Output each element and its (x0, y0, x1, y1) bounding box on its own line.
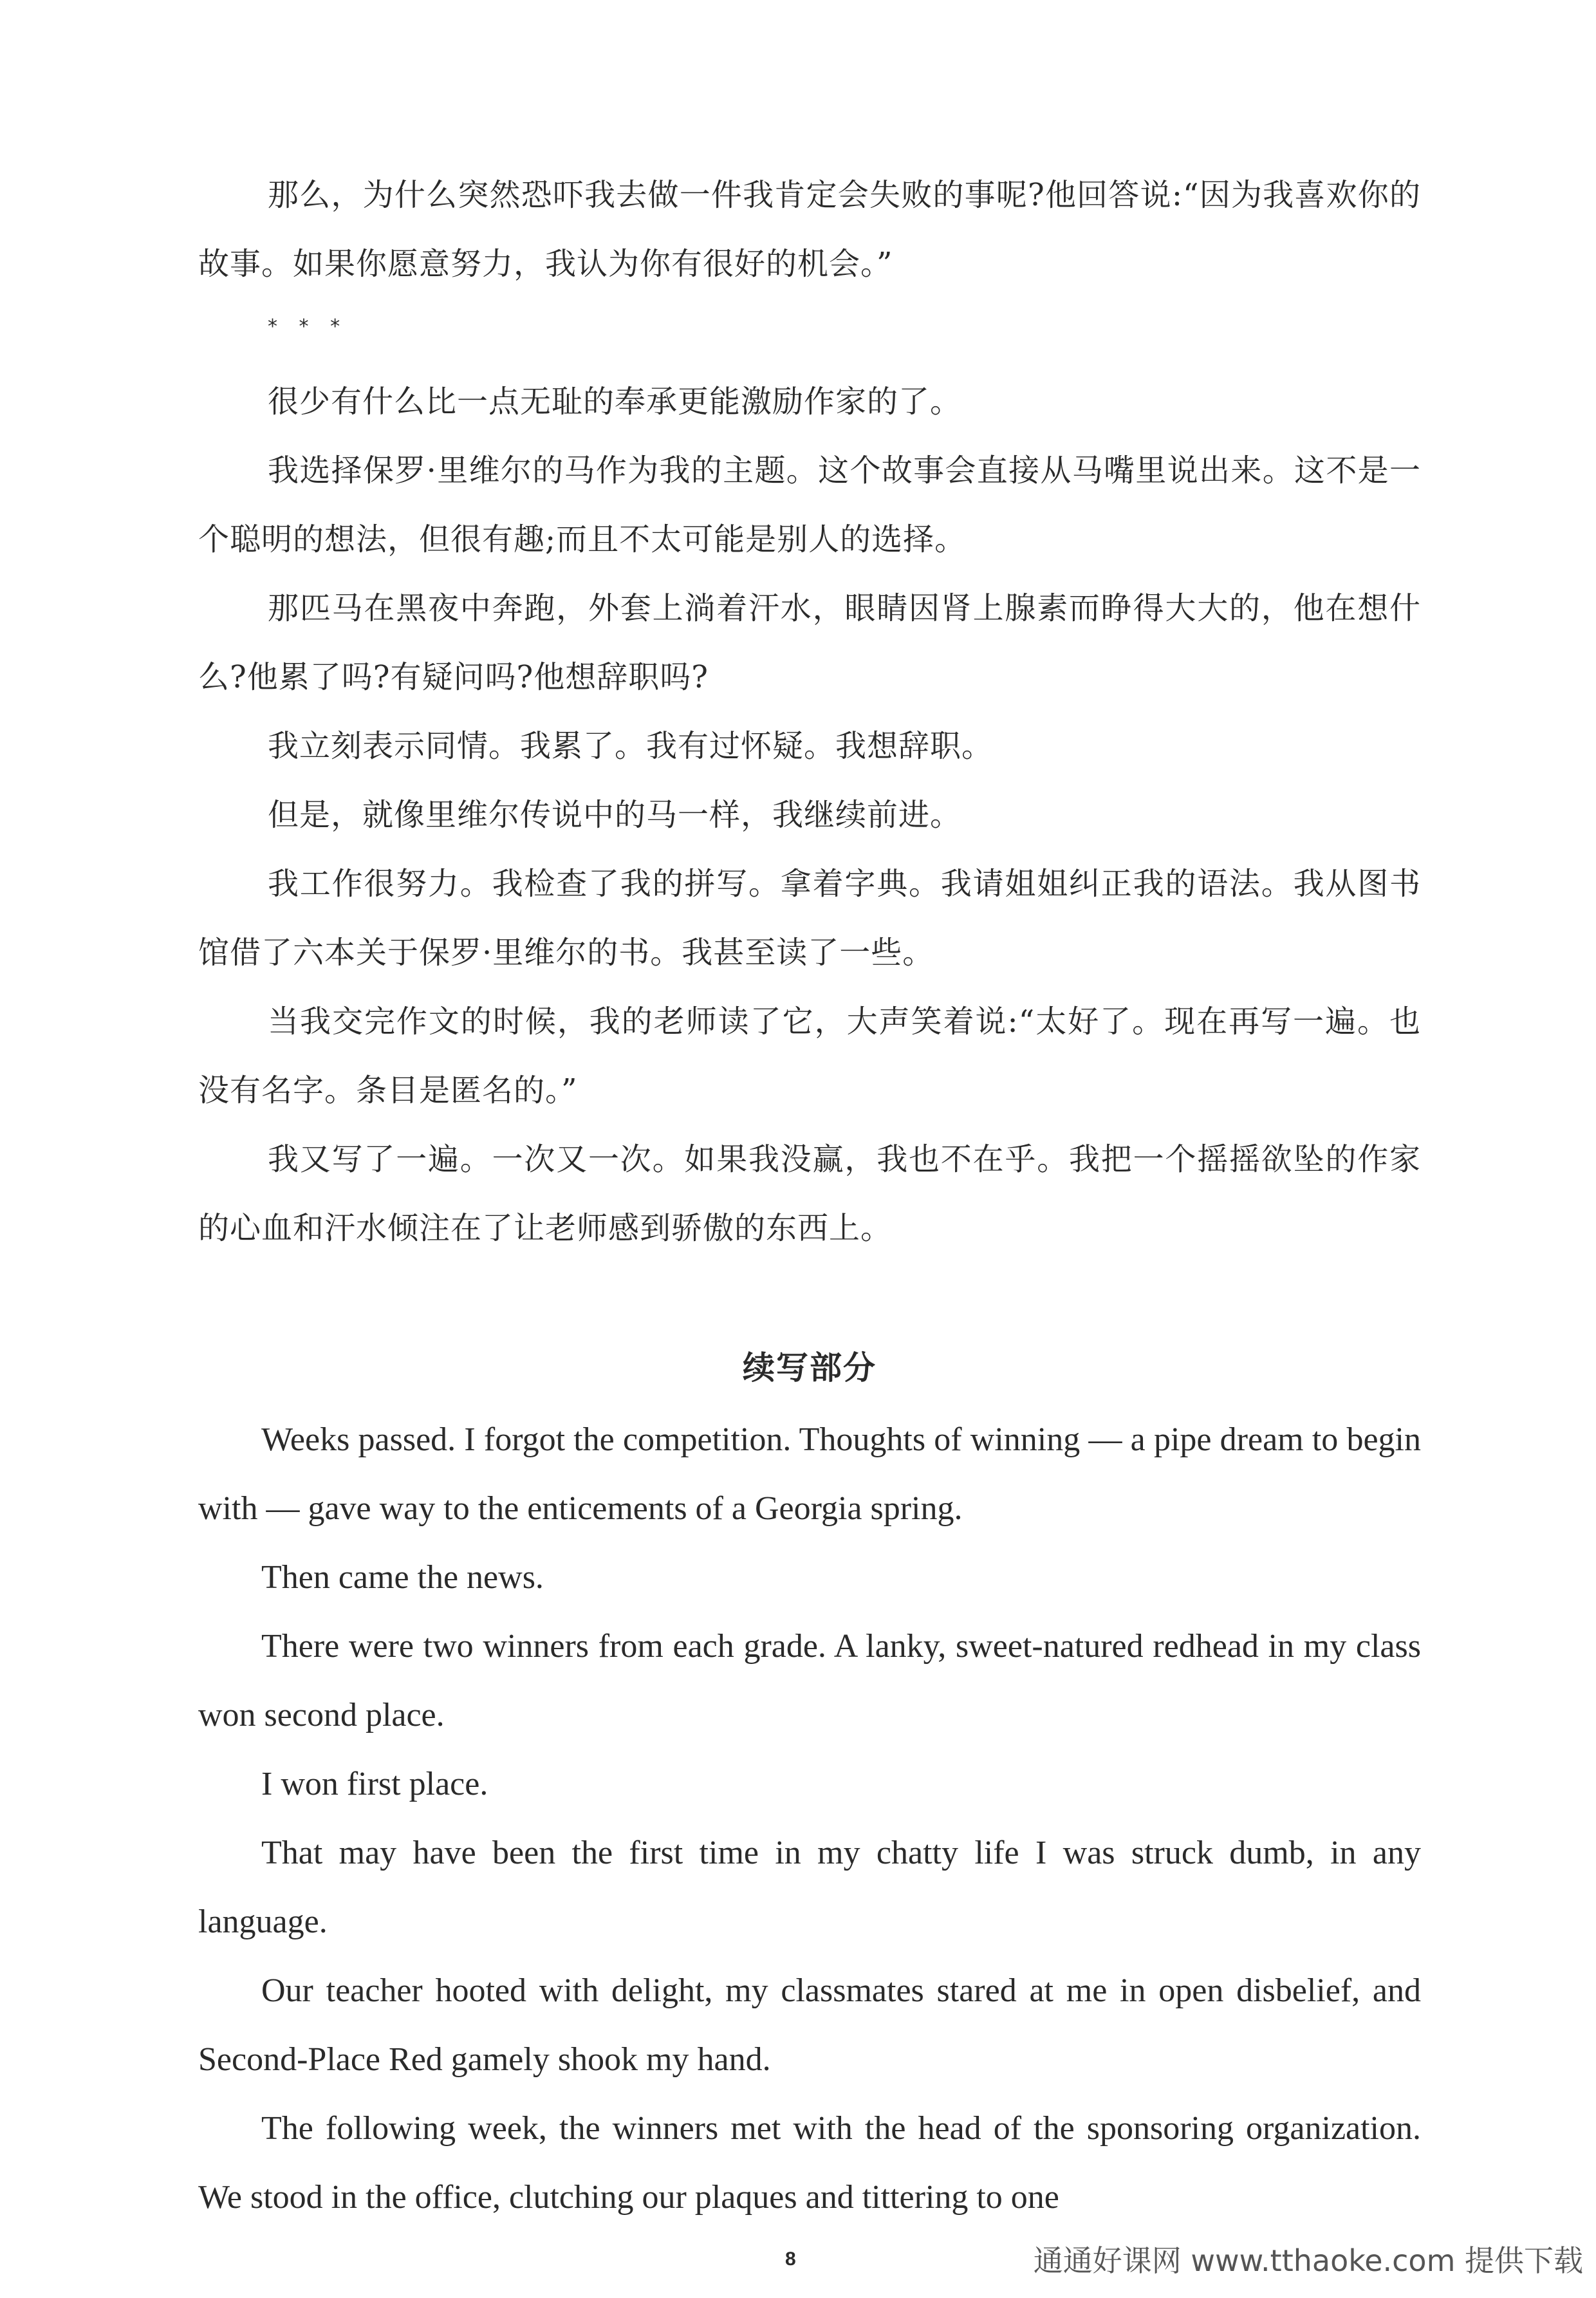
english-paragraph-4: I won first place. (261, 1766, 488, 1802)
section-title: 续写部分 (743, 1349, 877, 1387)
english-paragraph-5: That may have been the first time in my chatty life I was struck dumb, in any language. (198, 1835, 1421, 1940)
section-separator: * * * (268, 315, 348, 338)
document-page (198, 0, 1421, 2298)
page-number: 8 (785, 2248, 796, 2270)
chinese-paragraph-1: 那么，为什么突然恐吓我去做一件我肯定会失败的事呢?他回答说:“因为我喜欢你的故事。如果你愿意努力，我认为你有很好的机会。” (198, 177, 1421, 282)
english-paragraph-1: Weeks passed. I forgot the competition. Thoughts of winning — a pipe dream to begin with — gave way to the enticements of a Georgia spring. (198, 1421, 1421, 1527)
chinese-paragraph-3: 我选择保罗·里维尔的马作为我的主题。这个故事会直接从马嘴里说出来。这不是一个聪明的想法，但很有趣;而且不太可能是别人的选择。 (198, 453, 1421, 557)
chinese-paragraph-8: 当我交完作文的时候，我的老师读了它，大声笑着说:“太好了。现在再写一遍。也没有名字。条目是匿名的。” (198, 1004, 1421, 1108)
english-paragraph-7: The following week, the winners met with the head of the sponsoring organization. We stood in the office, clutching our plaques and tittering to one (198, 2110, 1421, 2216)
english-paragraph-2: Then came the news. (261, 1559, 544, 1596)
english-paragraph-6: Our teacher hooted with delight, my classmates stared at me in open disbelief, and Second-Place Red gamely shook my hand. (198, 1972, 1421, 2078)
chinese-paragraph-9: 我又写了一遍。一次又一次。如果我没赢，我也不在乎。我把一个摇摇欲坠的作家的心血和汗水倾注在了让老师感到骄傲的东西上。 (198, 1141, 1421, 1246)
watermark: 通通好课网 www.tthaoke.com 提供下载 (1033, 2243, 1583, 2278)
chinese-paragraph-6: 但是，就像里维尔传说中的马一样，我继续前进。 (268, 797, 962, 833)
chinese-paragraph-4: 那匹马在黑夜中奔跑，外套上淌着汗水，眼睛因肾上腺素而睁得大大的，他在想什么?他累了吗?有疑问吗?他想辞职吗? (198, 590, 1421, 695)
chinese-paragraph-2: 很少有什么比一点无耻的奉承更能激励作家的了。 (268, 384, 962, 420)
chinese-paragraph-5: 我立刻表示同情。我累了。我有过怀疑。我想辞职。 (268, 728, 994, 764)
english-paragraph-3: There were two winners from each grade. A lanky, sweet-natured redhead in my class won second place. (198, 1628, 1421, 1733)
chinese-paragraph-7: 我工作很努力。我检查了我的拼写。拿着字典。我请姐姐纠正我的语法。我从图书馆借了六本关于保罗·里维尔的书。我甚至读了一些。 (198, 866, 1421, 971)
